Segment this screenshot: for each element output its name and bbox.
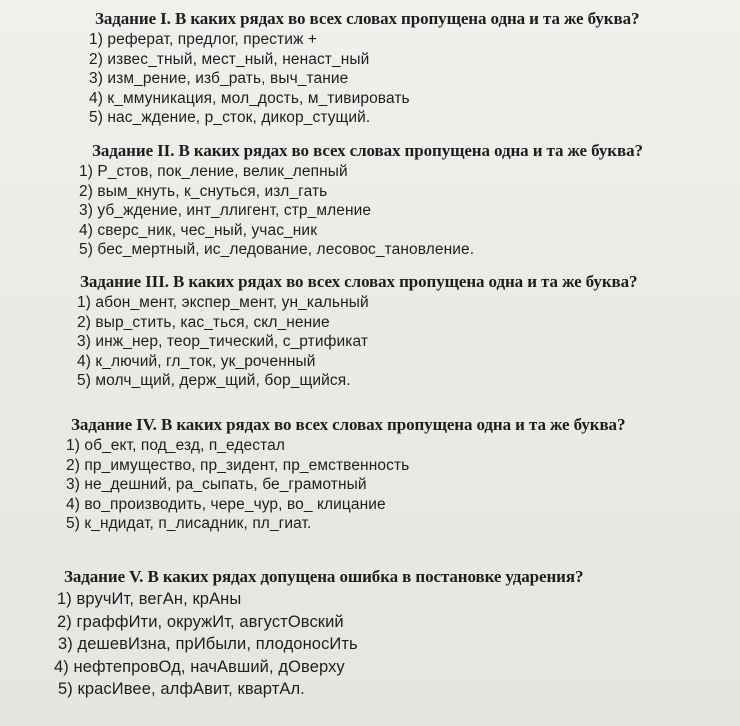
answer-option: 2) вым_кнуть, к_снуться, изл_гать xyxy=(79,182,328,200)
task-title: Задание II. В каких рядах во всех словах пропущена одна и та же буква? xyxy=(92,141,643,160)
answer-option: 1) вручИт, вегАн, крАны xyxy=(57,590,242,608)
answer-option: 1) реферат, предлог, престиж + xyxy=(89,31,318,48)
answer-option: 3) не_дешний, ра_сыпать, бе_грамотный xyxy=(66,476,367,493)
answer-option: 5) молч_щий, держ_щий, бор_щийся. xyxy=(77,372,351,389)
answer-option: 5) нас_ждение, р_сток, дикор_стущий. xyxy=(89,109,371,126)
answer-option: 4) сверс_ник, чес_ный, учас_ник xyxy=(79,221,318,239)
task-title: Задание V. В каких рядах допущена ошибка в постановке ударения? xyxy=(64,567,584,586)
task-5 xyxy=(54,566,584,701)
answer-option: 3) уб_ждение, инт_ллигент, стр_мление xyxy=(79,202,372,219)
answer-option: 3) инж_нер, теор_тический, с_ртификат xyxy=(77,333,369,350)
answer-option: 5) к_ндидат, п_лисадник, пл_гиат. xyxy=(66,515,312,532)
task-title: Задание IV. В каких рядах во всех словах пропущена одна и та же буква? xyxy=(71,415,626,434)
task-3 xyxy=(77,271,638,391)
answer-option: 2) пр_имущество, пр_зидент, пр_емственность xyxy=(66,456,410,474)
answer-option: 4) во_производить, чере_чур, во_ клицание xyxy=(66,495,386,513)
answer-option: 2) граффИти, окружИт, августОвский xyxy=(57,612,344,631)
answer-option: 1) об_ект, под_езд, п_едестал xyxy=(66,437,286,454)
answer-option: 4) к_лючий, гл_ток, ук_роченный xyxy=(77,352,316,370)
answer-option: 3) изм_рение, изб_рать, выч_тание xyxy=(89,70,349,87)
answer-option: 4) к_ммуникация, мол_дость, м_тивировать xyxy=(89,89,410,107)
answer-option: 1) абон_мент, экспер_мент, ун_кальный xyxy=(77,294,369,311)
answer-option: 5) бес_мертный, ис_ледование, лесовос_тановление. xyxy=(79,241,475,258)
task-4 xyxy=(66,414,626,534)
answer-option: 5) красИвее, алфАвит, квартАл. xyxy=(58,680,305,698)
task-title: Задание III. В каких рядах во всех словах пропущена одна и та же буква? xyxy=(80,272,638,291)
answer-option: 2) извес_тный, мест_ный, ненаст_ный xyxy=(89,50,370,68)
task-title: Задание I. В каких рядах во всех словах пропущена одна и та же буква? xyxy=(95,9,640,28)
answer-option: 2) выр_стить, кас_ться, скл_нение xyxy=(77,313,330,331)
task-2 xyxy=(79,140,643,260)
answer-option: 4) нефтепровОд, начАвший, дОверху xyxy=(54,657,345,676)
task-1 xyxy=(89,8,640,128)
answer-option: 3) дешевИзна, прИбыли, плодоносИть xyxy=(58,635,358,653)
answer-option: 1) Р_стов, пок_ление, велик_лепный xyxy=(79,163,348,180)
